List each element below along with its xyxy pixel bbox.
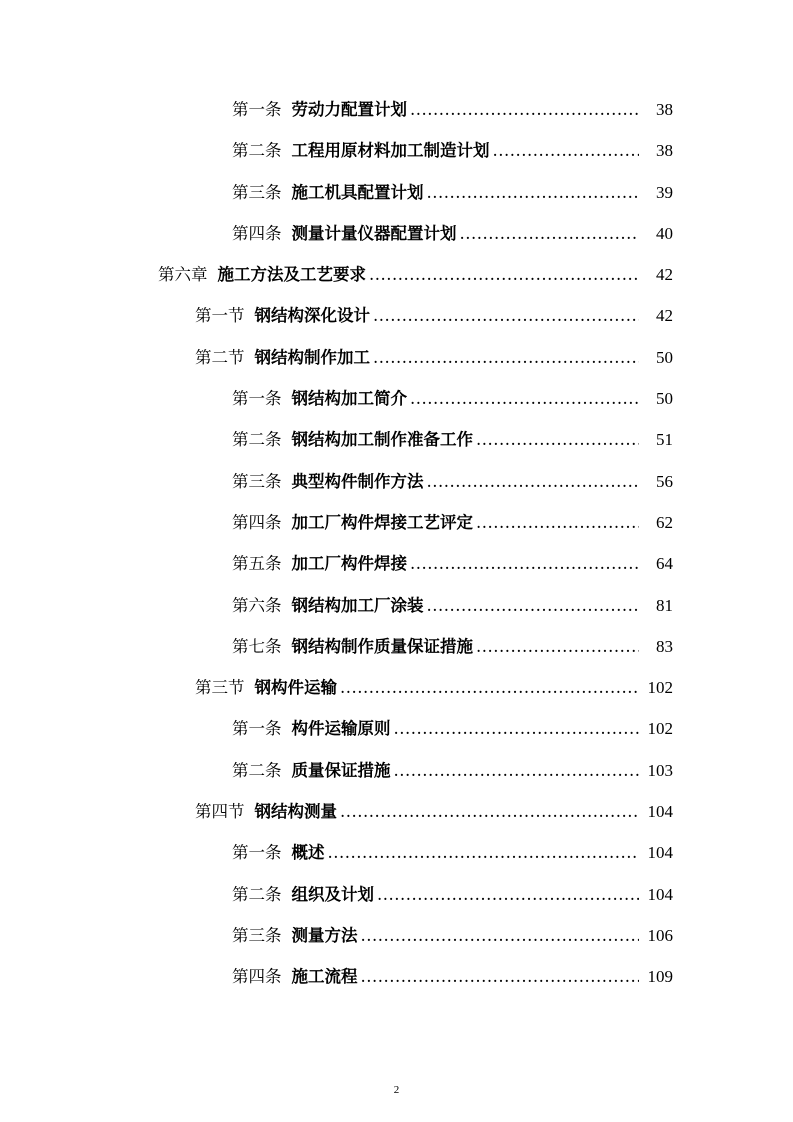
toc-entry-page: 38 [656, 100, 673, 119]
dot-leader [394, 708, 640, 749]
toc-entry[interactable] [0, 461, 793, 502]
toc-entry-page: 38 [656, 141, 673, 161]
dot-leader [476, 502, 639, 543]
dot-leader [373, 295, 639, 336]
dot-leader [340, 791, 639, 832]
toc-entry-page: 39 [656, 182, 673, 202]
dot-leader [427, 585, 640, 626]
toc-entry[interactable] [0, 130, 793, 171]
toc-entry-title: 测量计量仪器配置计划 [291, 223, 457, 243]
toc-entry-number: 第三条 [232, 925, 282, 945]
toc-entry-title: 钢结构制作质量保证措施 [291, 636, 473, 656]
toc-entry-number: 第三条 [232, 471, 282, 491]
toc-entry-title: 概述 [291, 843, 325, 863]
toc-entry-page: 104 [647, 802, 673, 822]
dot-leader [410, 378, 639, 419]
toc-entry-number: 第二条 [232, 760, 282, 780]
toc-entry-page: 56 [656, 471, 673, 491]
table-of-contents [0, 89, 793, 998]
dot-leader [394, 750, 640, 791]
toc-entry-title: 施工流程 [291, 967, 358, 987]
toc-entry[interactable] [0, 832, 793, 873]
toc-entry-title: 构件运输原则 [291, 719, 391, 739]
toc-entry-title: 钢结构测量 [254, 802, 337, 822]
dot-leader [410, 543, 639, 584]
toc-entry-page: 42 [656, 265, 673, 285]
toc-entry[interactable] [0, 750, 793, 791]
toc-entry-title: 加工厂构件焊接工艺评定 [291, 512, 473, 532]
page-number: 2 [393, 1084, 400, 1096]
dot-leader [476, 419, 639, 460]
toc-entry[interactable] [0, 172, 793, 213]
toc-entry-number: 第一条 [232, 389, 282, 409]
toc-entry-page: 106 [647, 925, 673, 945]
toc-entry-page: 50 [656, 389, 673, 409]
toc-entry-title: 工程用原材料加工制造计划 [291, 141, 490, 161]
toc-entry-page: 50 [656, 347, 673, 367]
toc-entry-page: 42 [656, 306, 673, 326]
toc-entry-number: 第四条 [232, 512, 282, 532]
toc-entry-title: 钢结构加工厂涂装 [291, 595, 424, 615]
toc-entry-title: 钢结构加工简介 [291, 389, 407, 409]
toc-entry-title: 典型构件制作方法 [291, 471, 424, 491]
dot-leader [361, 956, 640, 997]
toc-entry-title: 钢构件运输 [254, 678, 337, 698]
toc-entry-number: 第三节 [195, 678, 245, 698]
dot-leader [476, 626, 639, 667]
toc-entry-page: 81 [656, 595, 673, 615]
toc-entry-title: 钢结构制作加工 [254, 347, 370, 367]
toc-entry-number: 第六条 [232, 595, 282, 615]
toc-entry-page: 62 [656, 512, 673, 532]
toc-entry-page: 40 [656, 223, 673, 243]
toc-entry-title: 测量方法 [291, 925, 358, 945]
toc-entry-number: 第四条 [232, 967, 282, 987]
toc-entry-number: 第四条 [232, 223, 282, 243]
toc-entry[interactable] [0, 708, 793, 749]
toc-entry[interactable] [0, 915, 793, 956]
toc-entry-page: 109 [647, 967, 673, 987]
toc-entry[interactable] [0, 667, 793, 708]
toc-entry-page: 103 [647, 760, 673, 780]
toc-entry-number: 第一条 [232, 843, 282, 863]
dot-leader [427, 172, 640, 213]
dot-leader [427, 461, 640, 502]
toc-entry[interactable] [0, 791, 793, 832]
dot-leader [340, 667, 639, 708]
toc-entry[interactable] [0, 254, 793, 295]
dot-leader [373, 337, 639, 378]
toc-entry-title: 钢结构加工制作准备工作 [291, 430, 473, 450]
dot-leader [460, 213, 640, 254]
toc-entry[interactable] [0, 502, 793, 543]
toc-entry-title: 施工机具配置计划 [291, 182, 424, 202]
toc-entry-number: 第五条 [232, 554, 282, 574]
toc-entry-number: 第一节 [195, 306, 245, 326]
toc-entry-number: 第六章 [158, 265, 208, 285]
toc-entry-number: 第一条 [232, 719, 282, 739]
dot-leader [377, 874, 639, 915]
toc-entry-page: 104 [647, 884, 673, 904]
toc-entry-number: 第二条 [232, 884, 282, 904]
toc-entry[interactable] [0, 337, 793, 378]
toc-entry-number: 第二条 [232, 430, 282, 450]
toc-entry[interactable] [0, 378, 793, 419]
dot-leader [369, 254, 639, 295]
toc-entry-title: 质量保证措施 [291, 760, 391, 780]
toc-entry[interactable] [0, 626, 793, 667]
toc-entry[interactable] [0, 956, 793, 997]
toc-entry-title: 施工方法及工艺要求 [217, 265, 366, 285]
toc-entry[interactable] [0, 419, 793, 460]
toc-entry[interactable] [0, 585, 793, 626]
toc-entry-number: 第四节 [195, 802, 245, 822]
toc-entry[interactable] [0, 295, 793, 336]
toc-entry-number: 第七条 [232, 636, 282, 656]
toc-entry-title: 劳动力配置计划 [291, 100, 407, 119]
dot-leader [361, 915, 640, 956]
dot-leader [493, 130, 640, 171]
dot-leader [410, 89, 639, 130]
toc-entry-number: 第二条 [232, 141, 282, 161]
toc-entry-page: 102 [647, 719, 673, 739]
toc-entry[interactable] [0, 89, 793, 130]
toc-entry-number: 第三条 [232, 182, 282, 202]
toc-entry[interactable] [0, 874, 793, 915]
toc-entry-page: 64 [656, 554, 673, 574]
toc-entry-number: 第一条 [232, 100, 282, 119]
toc-entry-title: 加工厂构件焊接 [291, 554, 407, 574]
toc-entry[interactable] [0, 543, 793, 584]
toc-entry-page: 102 [647, 678, 673, 698]
toc-entry-title: 钢结构深化设计 [254, 306, 370, 326]
toc-entry-page: 83 [656, 636, 673, 656]
toc-entry-page: 104 [647, 843, 673, 863]
toc-entry-number: 第二节 [195, 347, 245, 367]
toc-entry[interactable] [0, 213, 793, 254]
dot-leader [328, 832, 640, 873]
toc-entry-page: 51 [656, 430, 673, 450]
toc-entry-title: 组织及计划 [291, 884, 374, 904]
